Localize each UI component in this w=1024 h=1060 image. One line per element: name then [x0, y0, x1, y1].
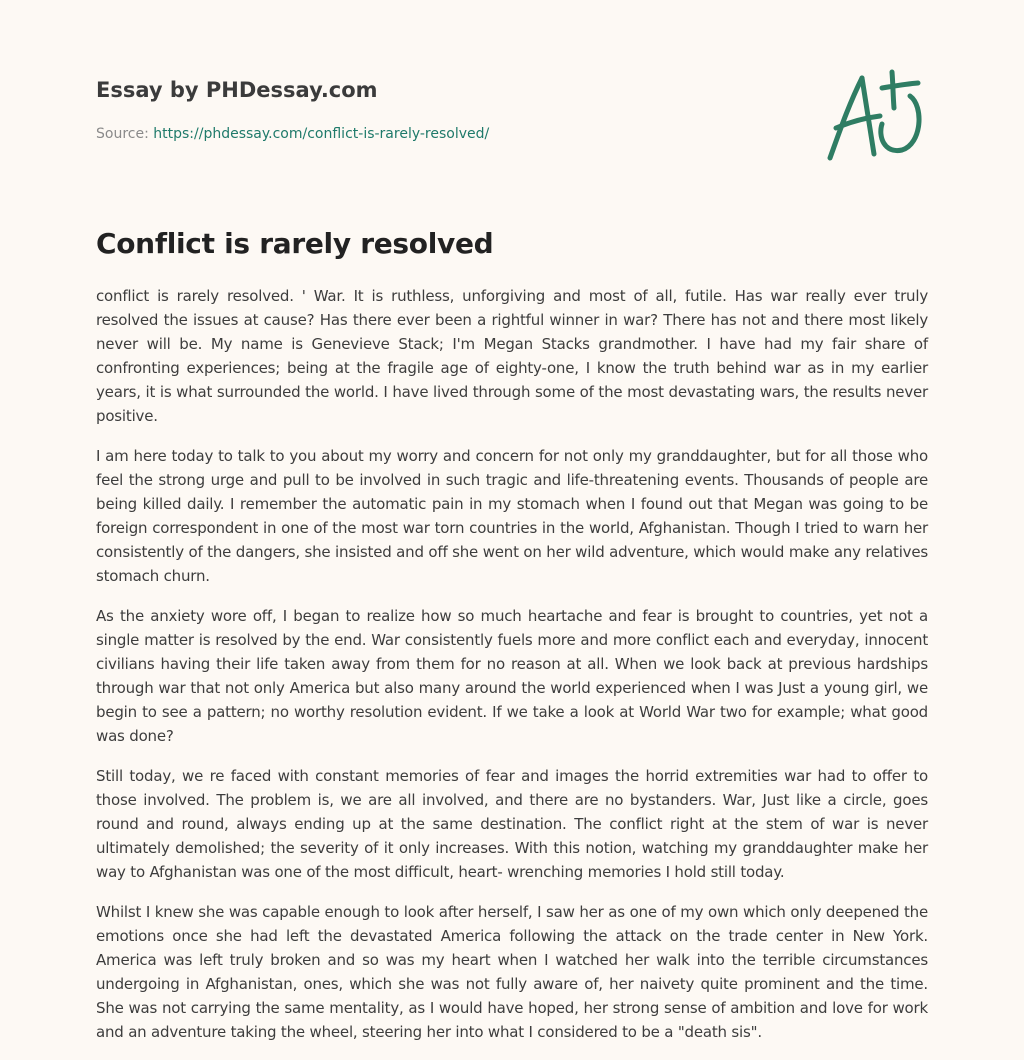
paragraph: Whilst I knew she was capable enough to look after herself, I saw her as one of my own which only deepened the emotions once she had left the devastated America following the attack on the trade center in New York. America was left truly broken and so was my heart when I watched her walk into the terrible circumstances undergoing in Afghanistan, ones, which she was not fully aware of, her naivety quite prominent and the time. She was not carrying the same mentality, as I would have hoped, her strong sense of ambition and love for work and an adventure taking the wheel, steering her into what I considered to be a "death sis".: [96, 903, 928, 1041]
site-brand: Essay by PHDessay.com: [96, 78, 378, 102]
source-line: [96, 124, 928, 144]
article-title: Conflict is rarely resolved: [96, 227, 494, 260]
source-link[interactable]: https://phdessay.com/conflict-is-rarely-resolved/: [153, 126, 490, 142]
paragraph: conflict is rarely resolved. ' War. It is ruthless, unforgiving and most of all, futile. Has war really ever truly resolved the issues at cause? Has there ever been a rightful winner in war? There has not and there most likely never will be. My name is Genevieve Stack; I'm Megan Stacks grandmother. I have had my fair share of confronting experiences; being at the fragile age of eighty-one, I know the truth behind war as in my earlier years, it is what surrounded the world. I have lived through some of the most devastating wars, the results never positive.: [96, 287, 928, 425]
paragraph: As the anxiety wore off, I began to realize how so much heartache and fear is brought to countries, yet not a single matter is resolved by the end. War consistently fuels more and more conflict each and everyday, innocent civilians having their life taken away from them for no reason at all. When we look back at previous hardships through war that not only America but also many around the world experienced when I was Just a young girl, we begin to see a pattern; no worthy resolution evident. If we take a look at World War two for example; what good was done?: [96, 607, 928, 745]
essay-header: [96, 74, 928, 144]
source-label: Source:: [96, 126, 149, 142]
article-body: [96, 284, 928, 1060]
a-plus-logo-icon: [822, 66, 928, 166]
paragraph: I am here today to talk to you about my worry and concern for not only my granddaughter, but for all those who feel the strong urge and pull to be involved in such tragic and life-threatening events. Thousands of people are being killed daily. I remember the automatic pain in my stomach when I found out that Megan was going to be foreign correspondent in one of the most war torn countries in the world, Afghanistan. Though I tried to warn her consistently of the dangers, she insisted and off she went on her wild adventure, which would make any relatives stomach churn.: [96, 447, 928, 585]
paragraph: Still today, we re faced with constant memories of fear and images the horrid extremities war had to offer to those involved. The problem is, we are all involved, and there are no bystanders. War, Just like a circle, goes round and round, always ending up at the same destination. The conflict right at the stem of war is never ultimately demolished; the severity of it only increases. With this notion, watching my granddaughter make her way to Afghanistan was one of the most difficult, heart- wrenching memories I hold still today.: [96, 767, 928, 881]
